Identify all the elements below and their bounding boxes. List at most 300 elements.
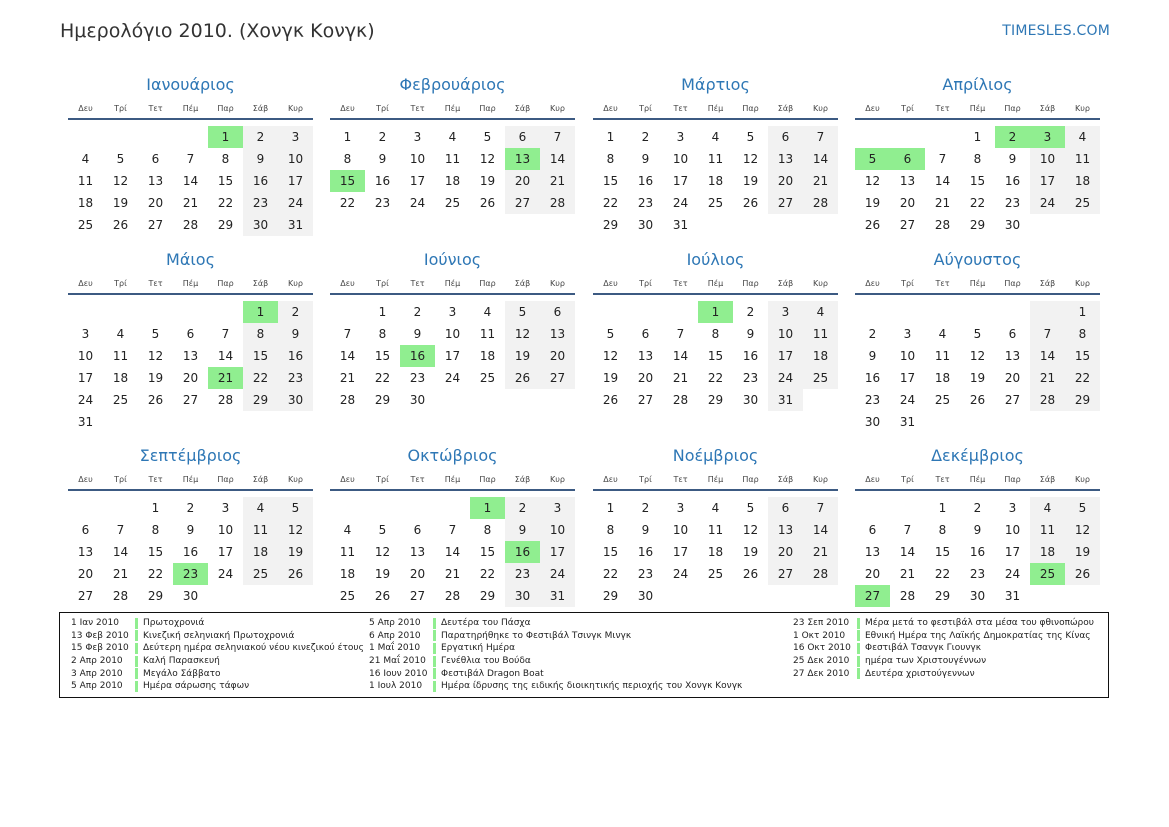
day-cell[interactable]: 25 — [479, 371, 496, 385]
day-cell[interactable]: 1 — [378, 305, 387, 319]
day-cell[interactable]: 6 — [505, 126, 540, 148]
day-cell[interactable]: 31 — [672, 218, 689, 232]
day-cell[interactable]: 31 — [768, 389, 803, 411]
day-cell[interactable]: 4 — [343, 523, 352, 537]
day-cell[interactable]: 22 — [479, 567, 496, 581]
day-cell[interactable]: 4 — [711, 130, 720, 144]
day-cell[interactable]: 15 — [969, 174, 986, 188]
day-cell[interactable]: 2 — [278, 301, 313, 323]
day-cell[interactable]: 17 — [1004, 545, 1021, 559]
day-cell[interactable]: 7 — [448, 523, 457, 537]
day-cell[interactable]: 19 — [374, 567, 391, 581]
day-cell[interactable]: 24 — [540, 563, 575, 585]
day-cell[interactable]: 9 — [186, 523, 195, 537]
day-cell[interactable]: 15 — [1065, 345, 1100, 367]
day-cell[interactable]: 10 — [540, 519, 575, 541]
day-cell[interactable]: 19 — [1065, 541, 1100, 563]
day-cell[interactable]: 14 — [339, 349, 356, 363]
day-cell[interactable]: 10 — [1030, 148, 1065, 170]
day-cell[interactable]: 24 — [1004, 567, 1021, 581]
day-cell[interactable]: 12 — [479, 152, 496, 166]
day-cell[interactable]: 3 — [540, 497, 575, 519]
day-cell[interactable]: 30 — [637, 218, 654, 232]
day-cell[interactable]: 18 — [1065, 170, 1100, 192]
day-cell[interactable]: 1 — [606, 130, 615, 144]
day-cell[interactable]: 29 — [602, 589, 619, 603]
day-cell[interactable]: 8 — [606, 152, 615, 166]
day-cell[interactable]: 21 — [444, 567, 461, 581]
day-cell[interactable]: 27 — [77, 589, 94, 603]
site-link[interactable]: TIMESLES.COM — [1002, 23, 1110, 39]
day-cell[interactable]: 23 — [505, 563, 540, 585]
day-cell[interactable]: 14 — [182, 174, 199, 188]
day-cell[interactable]: 14 — [672, 349, 689, 363]
day-cell[interactable]: 16 — [278, 345, 313, 367]
day-cell[interactable]: 26 — [1065, 563, 1100, 585]
day-cell[interactable]: 6 — [413, 523, 422, 537]
day-cell[interactable]: 27 — [1004, 393, 1021, 407]
day-cell[interactable]: 31 — [540, 585, 575, 607]
holiday-day-cell[interactable]: 5 — [855, 148, 890, 170]
day-cell[interactable]: 11 — [707, 523, 724, 537]
day-cell[interactable]: 8 — [343, 152, 352, 166]
day-cell[interactable]: 9 — [243, 148, 278, 170]
day-cell[interactable]: 27 — [768, 192, 803, 214]
day-cell[interactable]: 12 — [864, 174, 881, 188]
day-cell[interactable]: 28 — [444, 589, 461, 603]
day-cell[interactable]: 20 — [77, 567, 94, 581]
day-cell[interactable]: 19 — [742, 174, 759, 188]
day-cell[interactable]: 8 — [243, 323, 278, 345]
day-cell[interactable]: 8 — [151, 523, 160, 537]
day-cell[interactable]: 11 — [707, 152, 724, 166]
day-cell[interactable]: 30 — [637, 589, 654, 603]
day-cell[interactable]: 5 — [116, 152, 125, 166]
day-cell[interactable]: 5 — [278, 497, 313, 519]
day-cell[interactable]: 20 — [505, 170, 540, 192]
day-cell[interactable]: 26 — [147, 393, 164, 407]
holiday-day-cell[interactable]: 1 — [243, 301, 278, 323]
day-cell[interactable]: 16 — [1004, 174, 1021, 188]
day-cell[interactable]: 9 — [1008, 152, 1017, 166]
day-cell[interactable]: 28 — [182, 218, 199, 232]
day-cell[interactable]: 11 — [77, 174, 94, 188]
day-cell[interactable]: 3 — [1008, 501, 1017, 515]
holiday-day-cell[interactable]: 2 — [995, 126, 1030, 148]
day-cell[interactable]: 13 — [182, 349, 199, 363]
day-cell[interactable]: 26 — [374, 589, 391, 603]
day-cell[interactable]: 24 — [768, 367, 803, 389]
day-cell[interactable]: 3 — [413, 130, 422, 144]
day-cell[interactable]: 27 — [637, 393, 654, 407]
day-cell[interactable]: 2 — [973, 501, 982, 515]
day-cell[interactable]: 3 — [221, 501, 230, 515]
day-cell[interactable]: 23 — [969, 567, 986, 581]
day-cell[interactable]: 17 — [1030, 170, 1065, 192]
day-cell[interactable]: 22 — [602, 196, 619, 210]
day-cell[interactable]: 30 — [243, 214, 278, 236]
day-cell[interactable]: 11 — [1030, 519, 1065, 541]
day-cell[interactable]: 24 — [1030, 192, 1065, 214]
day-cell[interactable]: 2 — [378, 130, 387, 144]
day-cell[interactable]: 21 — [112, 567, 129, 581]
day-cell[interactable]: 14 — [112, 545, 129, 559]
day-cell[interactable]: 27 — [409, 589, 426, 603]
day-cell[interactable]: 11 — [1065, 148, 1100, 170]
day-cell[interactable]: 9 — [641, 152, 650, 166]
day-cell[interactable]: 29 — [969, 218, 986, 232]
day-cell[interactable]: 13 — [540, 323, 575, 345]
day-cell[interactable]: 28 — [934, 218, 951, 232]
day-cell[interactable]: 30 — [182, 589, 199, 603]
day-cell[interactable]: 7 — [221, 327, 230, 341]
holiday-day-cell[interactable]: 6 — [890, 148, 925, 170]
day-cell[interactable]: 21 — [339, 371, 356, 385]
day-cell[interactable]: 12 — [742, 523, 759, 537]
holiday-day-cell[interactable]: 16 — [400, 345, 435, 367]
day-cell[interactable]: 28 — [339, 393, 356, 407]
day-cell[interactable]: 28 — [540, 192, 575, 214]
day-cell[interactable]: 7 — [676, 327, 685, 341]
day-cell[interactable]: 5 — [973, 327, 982, 341]
day-cell[interactable]: 17 — [409, 174, 426, 188]
day-cell[interactable]: 11 — [803, 323, 838, 345]
day-cell[interactable]: 28 — [672, 393, 689, 407]
day-cell[interactable]: 27 — [899, 218, 916, 232]
day-cell[interactable]: 22 — [969, 196, 986, 210]
day-cell[interactable]: 31 — [278, 214, 313, 236]
day-cell[interactable]: 21 — [182, 196, 199, 210]
day-cell[interactable]: 1 — [973, 130, 982, 144]
holiday-day-cell[interactable]: 13 — [505, 148, 540, 170]
day-cell[interactable]: 19 — [278, 541, 313, 563]
day-cell[interactable]: 25 — [339, 589, 356, 603]
day-cell[interactable]: 1 — [1065, 301, 1100, 323]
holiday-day-cell[interactable]: 27 — [855, 585, 890, 607]
day-cell[interactable]: 5 — [746, 501, 755, 515]
day-cell[interactable]: 9 — [378, 152, 387, 166]
day-cell[interactable]: 6 — [151, 152, 160, 166]
day-cell[interactable]: 22 — [707, 371, 724, 385]
holiday-day-cell[interactable]: 25 — [1030, 563, 1065, 585]
day-cell[interactable]: 27 — [540, 367, 575, 389]
day-cell[interactable]: 2 — [641, 501, 650, 515]
holiday-day-cell[interactable]: 1 — [470, 497, 505, 519]
day-cell[interactable]: 18 — [707, 545, 724, 559]
day-cell[interactable]: 23 — [637, 196, 654, 210]
day-cell[interactable]: 6 — [81, 523, 90, 537]
day-cell[interactable]: 29 — [707, 393, 724, 407]
day-cell[interactable]: 15 — [602, 174, 619, 188]
day-cell[interactable]: 9 — [413, 327, 422, 341]
day-cell[interactable]: 29 — [243, 389, 278, 411]
day-cell[interactable]: 15 — [217, 174, 234, 188]
day-cell[interactable]: 29 — [934, 589, 951, 603]
day-cell[interactable]: 13 — [768, 519, 803, 541]
day-cell[interactable]: 24 — [444, 371, 461, 385]
day-cell[interactable]: 19 — [742, 545, 759, 559]
day-cell[interactable]: 7 — [540, 126, 575, 148]
day-cell[interactable]: 6 — [641, 327, 650, 341]
day-cell[interactable]: 4 — [803, 301, 838, 323]
day-cell[interactable]: 4 — [116, 327, 125, 341]
day-cell[interactable]: 8 — [221, 152, 230, 166]
day-cell[interactable]: 12 — [147, 349, 164, 363]
day-cell[interactable]: 10 — [672, 152, 689, 166]
day-cell[interactable]: 3 — [903, 327, 912, 341]
day-cell[interactable]: 23 — [374, 196, 391, 210]
day-cell[interactable]: 10 — [409, 152, 426, 166]
day-cell[interactable]: 5 — [746, 130, 755, 144]
day-cell[interactable]: 1 — [343, 130, 352, 144]
day-cell[interactable]: 20 — [864, 567, 881, 581]
day-cell[interactable]: 17 — [540, 541, 575, 563]
day-cell[interactable]: 27 — [182, 393, 199, 407]
day-cell[interactable]: 23 — [1004, 196, 1021, 210]
day-cell[interactable]: 7 — [938, 152, 947, 166]
day-cell[interactable]: 2 — [243, 126, 278, 148]
day-cell[interactable]: 13 — [864, 545, 881, 559]
day-cell[interactable]: 14 — [803, 148, 838, 170]
day-cell[interactable]: 28 — [112, 589, 129, 603]
day-cell[interactable]: 24 — [278, 192, 313, 214]
day-cell[interactable]: 22 — [602, 567, 619, 581]
day-cell[interactable]: 29 — [374, 393, 391, 407]
day-cell[interactable]: 26 — [969, 393, 986, 407]
holiday-day-cell[interactable]: 15 — [330, 170, 365, 192]
day-cell[interactable]: 20 — [409, 567, 426, 581]
day-cell[interactable]: 13 — [77, 545, 94, 559]
day-cell[interactable]: 26 — [742, 196, 759, 210]
day-cell[interactable]: 1 — [151, 501, 160, 515]
day-cell[interactable]: 13 — [409, 545, 426, 559]
day-cell[interactable]: 23 — [742, 371, 759, 385]
day-cell[interactable]: 23 — [278, 367, 313, 389]
day-cell[interactable]: 4 — [938, 327, 947, 341]
day-cell[interactable]: 12 — [278, 519, 313, 541]
day-cell[interactable]: 3 — [676, 130, 685, 144]
day-cell[interactable]: 4 — [243, 497, 278, 519]
day-cell[interactable]: 21 — [899, 567, 916, 581]
day-cell[interactable]: 20 — [899, 196, 916, 210]
day-cell[interactable]: 18 — [243, 541, 278, 563]
day-cell[interactable]: 14 — [217, 349, 234, 363]
day-cell[interactable]: 17 — [672, 174, 689, 188]
day-cell[interactable]: 24 — [409, 196, 426, 210]
day-cell[interactable]: 10 — [77, 349, 94, 363]
day-cell[interactable]: 8 — [711, 327, 720, 341]
day-cell[interactable]: 19 — [602, 371, 619, 385]
day-cell[interactable]: 13 — [899, 174, 916, 188]
day-cell[interactable]: 19 — [969, 371, 986, 385]
day-cell[interactable]: 13 — [1004, 349, 1021, 363]
day-cell[interactable]: 4 — [448, 130, 457, 144]
holiday-day-cell[interactable]: 21 — [208, 367, 243, 389]
day-cell[interactable]: 11 — [112, 349, 129, 363]
day-cell[interactable]: 29 — [602, 218, 619, 232]
day-cell[interactable]: 2 — [413, 305, 422, 319]
day-cell[interactable]: 29 — [1065, 389, 1100, 411]
day-cell[interactable]: 12 — [742, 152, 759, 166]
day-cell[interactable]: 17 — [77, 371, 94, 385]
day-cell[interactable]: 24 — [672, 567, 689, 581]
day-cell[interactable]: 18 — [77, 196, 94, 210]
day-cell[interactable]: 27 — [768, 563, 803, 585]
day-cell[interactable]: 8 — [378, 327, 387, 341]
day-cell[interactable]: 30 — [864, 415, 881, 429]
day-cell[interactable]: 13 — [637, 349, 654, 363]
day-cell[interactable]: 21 — [803, 541, 838, 563]
day-cell[interactable]: 17 — [217, 545, 234, 559]
day-cell[interactable]: 25 — [1065, 192, 1100, 214]
day-cell[interactable]: 4 — [81, 152, 90, 166]
day-cell[interactable]: 29 — [217, 218, 234, 232]
day-cell[interactable]: 17 — [444, 349, 461, 363]
day-cell[interactable]: 25 — [707, 567, 724, 581]
day-cell[interactable]: 17 — [672, 545, 689, 559]
day-cell[interactable]: 12 — [505, 323, 540, 345]
day-cell[interactable]: 21 — [803, 170, 838, 192]
day-cell[interactable]: 16 — [742, 349, 759, 363]
day-cell[interactable]: 2 — [641, 130, 650, 144]
day-cell[interactable]: 26 — [505, 367, 540, 389]
day-cell[interactable]: 30 — [278, 389, 313, 411]
day-cell[interactable]: 31 — [1004, 589, 1021, 603]
day-cell[interactable]: 8 — [1065, 323, 1100, 345]
day-cell[interactable]: 1 — [938, 501, 947, 515]
day-cell[interactable]: 14 — [1030, 345, 1065, 367]
day-cell[interactable]: 22 — [217, 196, 234, 210]
day-cell[interactable]: 14 — [540, 148, 575, 170]
day-cell[interactable]: 9 — [505, 519, 540, 541]
day-cell[interactable]: 12 — [602, 349, 619, 363]
day-cell[interactable]: 6 — [768, 497, 803, 519]
day-cell[interactable]: 4 — [1065, 126, 1100, 148]
day-cell[interactable]: 7 — [803, 497, 838, 519]
day-cell[interactable]: 5 — [606, 327, 615, 341]
day-cell[interactable]: 25 — [803, 367, 838, 389]
day-cell[interactable]: 22 — [243, 367, 278, 389]
day-cell[interactable]: 19 — [505, 345, 540, 367]
day-cell[interactable]: 24 — [899, 393, 916, 407]
day-cell[interactable]: 19 — [147, 371, 164, 385]
day-cell[interactable]: 4 — [711, 501, 720, 515]
day-cell[interactable]: 20 — [768, 170, 803, 192]
day-cell[interactable]: 11 — [479, 327, 496, 341]
day-cell[interactable]: 24 — [77, 393, 94, 407]
day-cell[interactable]: 18 — [112, 371, 129, 385]
day-cell[interactable]: 25 — [707, 196, 724, 210]
day-cell[interactable]: 20 — [637, 371, 654, 385]
day-cell[interactable]: 6 — [768, 126, 803, 148]
holiday-day-cell[interactable]: 3 — [1030, 126, 1065, 148]
day-cell[interactable]: 19 — [479, 174, 496, 188]
day-cell[interactable]: 5 — [1065, 497, 1100, 519]
day-cell[interactable]: 3 — [676, 501, 685, 515]
holiday-day-cell[interactable]: 1 — [698, 301, 733, 323]
day-cell[interactable]: 10 — [217, 523, 234, 537]
day-cell[interactable]: 13 — [147, 174, 164, 188]
day-cell[interactable]: 14 — [899, 545, 916, 559]
day-cell[interactable]: 7 — [186, 152, 195, 166]
day-cell[interactable]: 15 — [707, 349, 724, 363]
day-cell[interactable]: 7 — [116, 523, 125, 537]
day-cell[interactable]: 30 — [742, 393, 759, 407]
day-cell[interactable]: 9 — [278, 323, 313, 345]
day-cell[interactable]: 10 — [899, 349, 916, 363]
day-cell[interactable]: 25 — [934, 393, 951, 407]
day-cell[interactable]: 16 — [969, 545, 986, 559]
day-cell[interactable]: 3 — [448, 305, 457, 319]
day-cell[interactable]: 9 — [641, 523, 650, 537]
day-cell[interactable]: 3 — [81, 327, 90, 341]
day-cell[interactable]: 19 — [112, 196, 129, 210]
day-cell[interactable]: 3 — [768, 301, 803, 323]
day-cell[interactable]: 19 — [864, 196, 881, 210]
day-cell[interactable]: 18 — [803, 345, 838, 367]
day-cell[interactable]: 6 — [540, 301, 575, 323]
day-cell[interactable]: 16 — [864, 371, 881, 385]
day-cell[interactable]: 16 — [374, 174, 391, 188]
day-cell[interactable]: 28 — [1030, 389, 1065, 411]
day-cell[interactable]: 17 — [768, 345, 803, 367]
day-cell[interactable]: 17 — [899, 371, 916, 385]
day-cell[interactable]: 30 — [1004, 218, 1021, 232]
day-cell[interactable]: 8 — [973, 152, 982, 166]
day-cell[interactable]: 2 — [186, 501, 195, 515]
day-cell[interactable]: 23 — [409, 371, 426, 385]
day-cell[interactable]: 11 — [444, 152, 461, 166]
day-cell[interactable]: 23 — [637, 567, 654, 581]
day-cell[interactable]: 1 — [606, 501, 615, 515]
day-cell[interactable]: 25 — [112, 393, 129, 407]
holiday-day-cell[interactable]: 16 — [505, 541, 540, 563]
day-cell[interactable]: 29 — [479, 589, 496, 603]
day-cell[interactable]: 7 — [803, 126, 838, 148]
day-cell[interactable]: 4 — [483, 305, 492, 319]
day-cell[interactable]: 12 — [112, 174, 129, 188]
day-cell[interactable]: 15 — [479, 545, 496, 559]
day-cell[interactable]: 22 — [339, 196, 356, 210]
day-cell[interactable]: 18 — [444, 174, 461, 188]
day-cell[interactable]: 28 — [217, 393, 234, 407]
day-cell[interactable]: 16 — [182, 545, 199, 559]
day-cell[interactable]: 28 — [803, 192, 838, 214]
day-cell[interactable]: 10 — [278, 148, 313, 170]
day-cell[interactable]: 22 — [147, 567, 164, 581]
day-cell[interactable]: 6 — [1008, 327, 1017, 341]
day-cell[interactable]: 15 — [934, 545, 951, 559]
day-cell[interactable]: 12 — [969, 349, 986, 363]
day-cell[interactable]: 15 — [243, 345, 278, 367]
day-cell[interactable]: 20 — [768, 541, 803, 563]
day-cell[interactable]: 9 — [746, 327, 755, 341]
day-cell[interactable]: 20 — [147, 196, 164, 210]
day-cell[interactable]: 24 — [672, 196, 689, 210]
day-cell[interactable]: 21 — [672, 371, 689, 385]
day-cell[interactable]: 28 — [899, 589, 916, 603]
day-cell[interactable]: 30 — [409, 393, 426, 407]
day-cell[interactable]: 15 — [147, 545, 164, 559]
day-cell[interactable]: 17 — [278, 170, 313, 192]
day-cell[interactable]: 2 — [868, 327, 877, 341]
day-cell[interactable]: 21 — [1030, 367, 1065, 389]
day-cell[interactable]: 20 — [540, 345, 575, 367]
day-cell[interactable]: 22 — [374, 371, 391, 385]
day-cell[interactable]: 7 — [903, 523, 912, 537]
day-cell[interactable]: 20 — [182, 371, 199, 385]
day-cell[interactable]: 26 — [479, 196, 496, 210]
